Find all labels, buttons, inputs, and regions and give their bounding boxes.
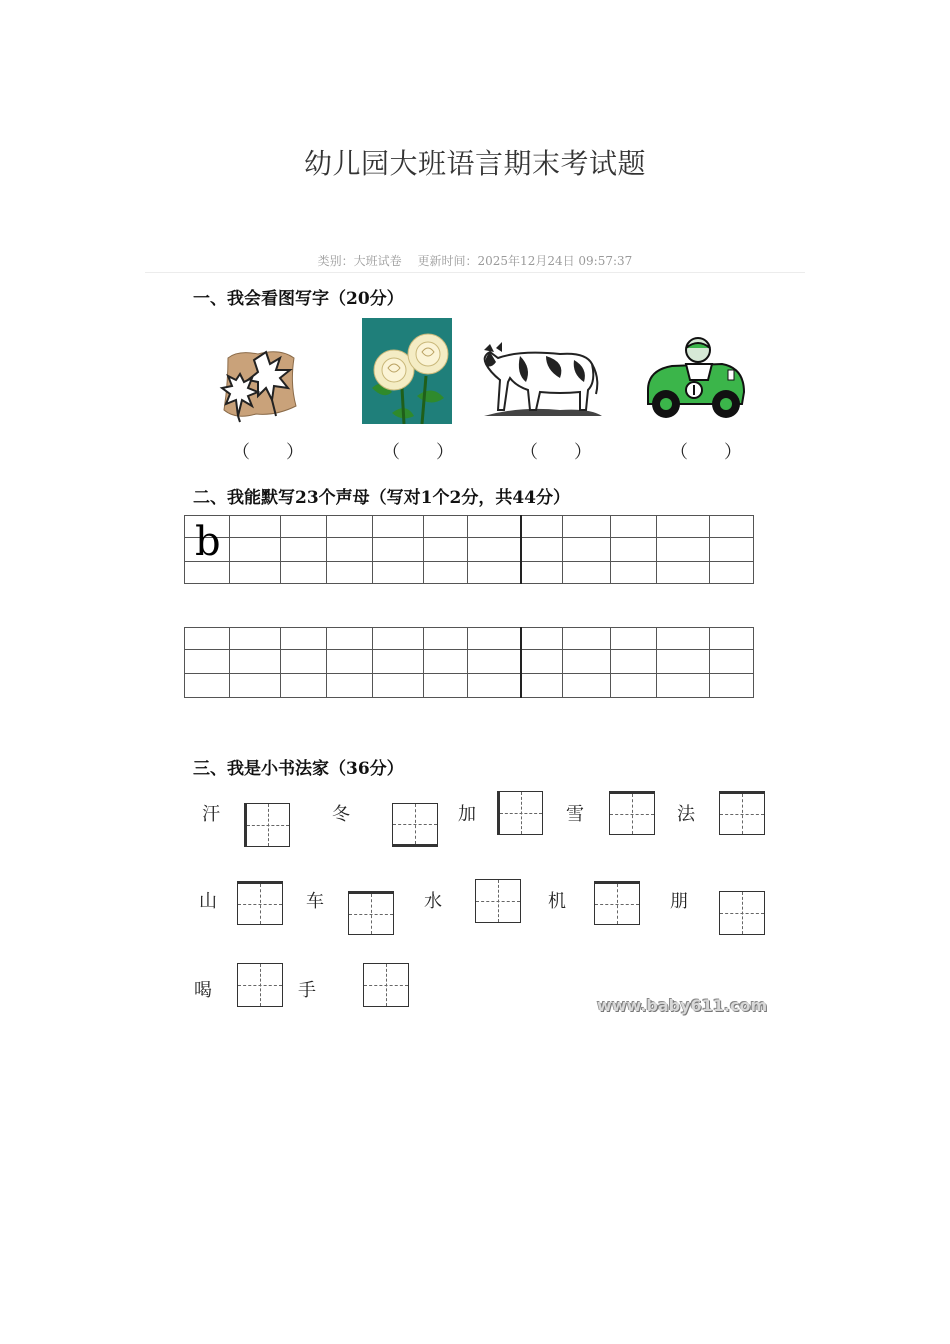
cow-icon [480,338,604,420]
rose-flowers-icon [362,318,452,424]
char-label: 水 [424,891,442,912]
char-label: 车 [306,891,324,912]
race-car-icon [642,334,748,424]
meta-info [0,252,950,269]
char-label: 加 [458,804,476,825]
answer-blank-1[interactable]: （ ） [232,442,304,463]
writing-box[interactable] [475,879,521,923]
answer-blank-3[interactable]: （ ） [520,442,592,463]
update-time: 更新时间：2025年12月24日 09:57:37 [417,254,633,268]
writing-box[interactable] [719,791,765,835]
writing-box[interactable] [237,963,283,1007]
pinyin-grid-2[interactable] [184,627,754,698]
watermark: www.baby611.com [597,996,768,1015]
writing-box[interactable] [594,881,640,925]
section-2-title: 二、我能默写23个声母（写对1个2分，共44分） [193,488,570,508]
char-label: 手 [298,980,316,1001]
writing-box[interactable] [244,803,290,847]
char-label: 雪 [566,804,584,825]
section-3-title: 三、我是小书法家（36分） [193,759,404,779]
example-letter-b: b [195,519,221,565]
char-label: 冬 [332,804,350,825]
writing-box[interactable] [497,791,543,835]
answer-blank-4[interactable]: （ ） [670,442,742,463]
char-label: 法 [677,804,695,825]
answer-blank-2[interactable]: （ ） [382,442,454,463]
maple-leaves-icon [218,344,298,424]
page-title: 幼儿园大班语言期末考试题 [303,147,646,180]
section-1-title: 一、我会看图写字（20分） [193,289,404,309]
writing-box[interactable] [392,803,438,847]
char-label: 汗 [202,804,220,825]
char-label: 朋 [670,891,688,912]
writing-box[interactable] [609,791,655,835]
pinyin-grid-1[interactable] [184,515,754,584]
writing-box[interactable] [719,891,765,935]
char-label: 山 [199,891,217,912]
writing-box[interactable] [237,881,283,925]
category-label: 类别：大班试卷 [317,254,402,268]
char-label: 喝 [194,980,212,1001]
writing-box[interactable] [363,963,409,1007]
header-divider [145,272,805,273]
char-label: 机 [548,891,566,912]
writing-box[interactable] [348,891,394,935]
